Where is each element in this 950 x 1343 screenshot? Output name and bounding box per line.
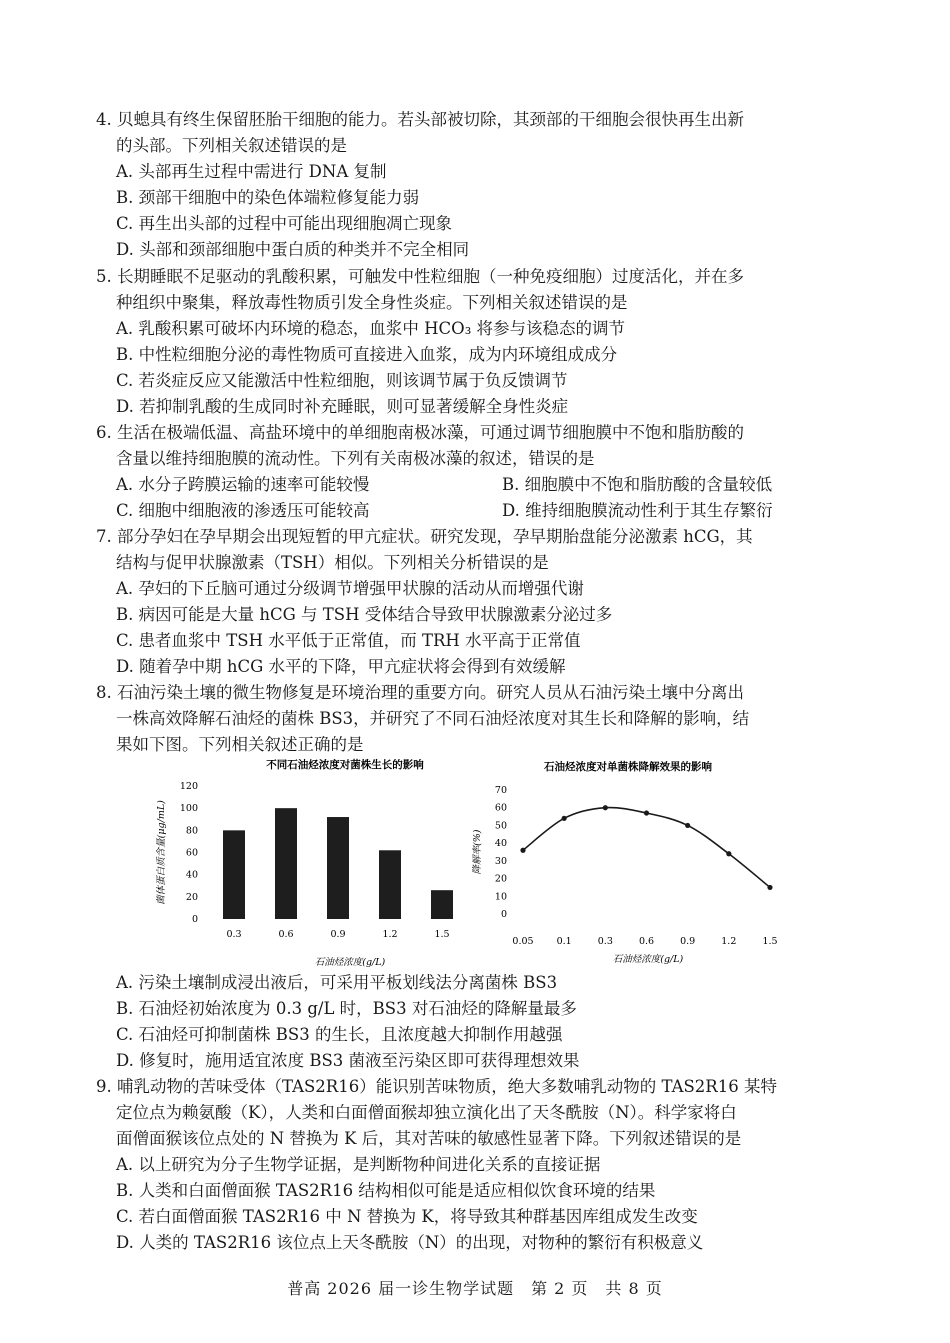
line-chart-point bbox=[603, 805, 608, 810]
bar-chart-ytick: 40 bbox=[185, 869, 198, 881]
line-chart-ytick: 20 bbox=[494, 873, 507, 885]
line-chart-ytick: 60 bbox=[494, 802, 507, 814]
question-7-stem-line: 7. 部分孕妇在孕早期会出现短暂的甲亢症状。研究发现，孕早期胎盘能分泌激素 hCG，其 bbox=[96, 527, 753, 546]
question-5-option-b: B. 中性粒细胞分泌的毒性物质可直接进入血浆，成为内环境组成成分 bbox=[116, 345, 618, 364]
question-7-option-d: D. 随着孕中期 hCG 水平的下降，甲亢症状将会得到有效缓解 bbox=[116, 657, 566, 676]
question-7-option-b: B. 病因可能是大量 hCG 与 TSH 受体结合导致甲状腺激素分泌过多 bbox=[116, 605, 613, 624]
growth-bar-chart-svg bbox=[150, 756, 480, 968]
bar-chart-ytick: 20 bbox=[185, 891, 198, 903]
bar-chart-ytick: 120 bbox=[179, 781, 198, 792]
bar-chart-xtick: 0.6 bbox=[278, 929, 294, 940]
question-6-option-a: A. 水分子跨膜运输的速率可能较慢 bbox=[116, 475, 370, 494]
question-4-option-a: A. 头部再生过程中需进行 DNA 复制 bbox=[116, 162, 387, 181]
question-5-option-d: D. 若抑制乳酸的生成同时补充睡眠，则可显著缓解全身性炎症 bbox=[116, 397, 569, 416]
bar-chart-xlabel: 石油烃浓度(g/L) bbox=[314, 957, 386, 968]
question-7 bbox=[96, 524, 866, 680]
bar-chart-xtick: 1.5 bbox=[434, 929, 450, 940]
line-chart-xtick: 0.6 bbox=[638, 936, 655, 947]
bar-chart-ylabel: 菌体蛋白质含量(μg/mL) bbox=[156, 800, 167, 905]
line-chart-xtick: 1.2 bbox=[721, 936, 737, 947]
bar-chart-xtick: 0.9 bbox=[330, 929, 346, 940]
question-9-stem-line: 定位点为赖氨酸（K），人类和白面僧面猴却独立演化出了天冬酰胺（N）。科学家将白 bbox=[116, 1103, 737, 1122]
line-chart-series-line bbox=[523, 808, 770, 888]
line-chart-ytick: 30 bbox=[494, 855, 507, 867]
question-8-option-c: C. 石油烃可抑制菌株 BS3 的生长，且浓度越大抑制作用越强 bbox=[116, 1025, 563, 1044]
bar-chart-ytick: 0 bbox=[191, 914, 198, 925]
line-chart-title: 石油烃浓度对单菌株降解效果的影响 bbox=[544, 761, 712, 773]
degradation-line-chart-svg bbox=[468, 758, 798, 968]
line-chart-point bbox=[685, 823, 690, 828]
question-5-option-a: A. 乳酸积累可破坏内环境的稳态，血浆中 HCO₃ 将参与该稳态的调节 bbox=[116, 319, 626, 338]
question-8-options bbox=[96, 970, 866, 1074]
line-chart-point bbox=[520, 848, 525, 853]
question-8-option-a: A. 污染土壤制成浸出液后，可采用平板划线法分离菌株 BS3 bbox=[116, 973, 558, 992]
question-4-option-b: B. 颈部干细胞中的染色体端粒修复能力弱 bbox=[116, 188, 420, 207]
line-chart-ytick: 10 bbox=[494, 891, 507, 903]
question-5-option-c: C. 若炎症反应又能激活中性粒细胞，则该调节属于负反馈调节 bbox=[116, 371, 568, 390]
bar-chart-xtick: 1.2 bbox=[382, 929, 398, 940]
question-8-option-b: B. 石油烃初始浓度为 0.3 g/L 时，BS3 对石油烃的降解量最多 bbox=[116, 999, 577, 1018]
question-9-stem-line: 9. 哺乳动物的苦味受体（TAS2R16）能识别苦味物质，绝大多数哺乳动物的 TAS2R16 某特 bbox=[96, 1077, 777, 1096]
question-4-stem-line: 的头部。下列相关叙述错误的是 bbox=[116, 136, 347, 155]
question-7-stem-line: 结构与促甲状腺激素（TSH）相似。下列相关分析错误的是 bbox=[116, 553, 549, 572]
question-8 bbox=[96, 680, 866, 758]
question-9-option-c: C. 若白面僧面猴 TAS2R16 中 N 替换为 K，将导致其种群基因库组成发生改变 bbox=[116, 1207, 698, 1226]
line-chart-ylabel: 降解率(%) bbox=[472, 829, 483, 875]
bar-chart-bar bbox=[379, 850, 401, 919]
question-4-stem-line: 4. 贝螅具有终生保留胚胎干细胞的能力。若头部被切除，其颈部的干细胞会很快再生出新 bbox=[96, 110, 744, 129]
question-5-stem-line: 5. 长期睡眠不足驱动的乳酸积累，可触发中性粒细胞（一种免疫细胞）过度活化，并在多 bbox=[96, 267, 744, 286]
bar-chart-ytick: 80 bbox=[185, 825, 198, 837]
question-4-option-c: C. 再生出头部的过程中可能出现细胞凋亡现象 bbox=[116, 214, 453, 233]
question-9-stem-line: 面僧面猴该位点处的 N 替换为 K 后，其对苦味的敏感性显著下降。下列叙述错误的是 bbox=[116, 1129, 742, 1148]
line-chart-xtick: 0.1 bbox=[556, 936, 572, 947]
bar-chart-bar bbox=[223, 830, 245, 919]
bar-chart-title: 不同石油烃浓度对菌株生长的影响 bbox=[266, 759, 424, 771]
line-chart-ytick: 70 bbox=[494, 785, 507, 796]
degradation-line-chart bbox=[468, 758, 798, 968]
question-6-option-b: B. 细胞膜中不饱和脂肪酸的含量较低 bbox=[502, 475, 773, 494]
question-8-stem-line: 8. 石油污染土壤的微生物修复是环境治理的重要方向。研究人员从石油污染土壤中分离出 bbox=[96, 683, 744, 702]
bar-chart-ytick: 100 bbox=[179, 803, 198, 815]
line-chart-point bbox=[644, 810, 649, 815]
question-6-options-row bbox=[96, 498, 866, 524]
question-6-options-row bbox=[96, 472, 866, 498]
line-chart-xtick: 0.9 bbox=[680, 936, 696, 947]
line-chart-xtick: 0.05 bbox=[512, 936, 534, 947]
line-chart-xlabel: 石油烃浓度(g/L) bbox=[612, 954, 684, 965]
question-8-stem-line: 果如下图。下列相关叙述正确的是 bbox=[116, 735, 364, 754]
question-9-option-d: D. 人类的 TAS2R16 该位点上天冬酰胺（N）的出现，对物种的繁衍有积极意义 bbox=[116, 1233, 704, 1252]
line-chart-xtick: 1.5 bbox=[762, 936, 778, 947]
question-6-stem-line: 含量以维持细胞膜的流动性。下列有关南极冰藻的叙述，错误的是 bbox=[116, 449, 595, 468]
line-chart-ytick: 40 bbox=[494, 838, 507, 850]
question-9 bbox=[96, 1074, 866, 1256]
bar-chart-bar bbox=[275, 808, 297, 919]
bar-chart-bar bbox=[431, 890, 453, 919]
question-6 bbox=[96, 420, 866, 524]
question-6-option-d: D. 维持细胞膜流动性利于其生存繁衍 bbox=[502, 501, 773, 520]
question-9-option-a: A. 以上研究为分子生物学证据，是判断物种间进化关系的直接证据 bbox=[116, 1155, 601, 1174]
question-8-option-d: D. 修复时，施用适宜浓度 BS3 菌液至污染区即可获得理想效果 bbox=[116, 1051, 580, 1070]
question-4 bbox=[96, 107, 866, 263]
question-6-stem-line: 6. 生活在极端低温、高盐环境中的单细胞南极冰藻，可通过调节细胞膜中不饱和脂肪酸的 bbox=[96, 423, 744, 442]
question-8-stem-line: 一株高效降解石油烃的菌株 BS3，并研究了不同石油烃浓度对其生长和降解的影响，结 bbox=[116, 709, 750, 728]
question-7-option-a: A. 孕妇的下丘脑可通过分级调节增强甲状腺的活动从而增强代谢 bbox=[116, 579, 584, 598]
line-chart-point bbox=[767, 885, 772, 890]
question-4-option-d: D. 头部和颈部细胞中蛋白质的种类并不完全相同 bbox=[116, 240, 470, 259]
question-7-option-c: C. 患者血浆中 TSH 水平低于正常值，而 TRH 水平高于正常值 bbox=[116, 631, 581, 650]
question-5 bbox=[96, 264, 866, 420]
line-chart-ytick: 50 bbox=[494, 820, 507, 832]
bar-chart-xtick: 0.3 bbox=[226, 929, 242, 940]
page-footer: 普高 2026 届一诊生物学试题 第 2 页 共 8 页 bbox=[287, 1279, 663, 1298]
bar-chart-bar bbox=[327, 817, 349, 919]
bar-chart-ytick: 60 bbox=[185, 847, 198, 859]
line-chart-point bbox=[726, 851, 731, 856]
line-chart-xtick: 0.3 bbox=[597, 936, 613, 947]
line-chart-ytick: 0 bbox=[500, 909, 507, 920]
growth-bar-chart bbox=[150, 756, 480, 968]
question-5-stem-line: 种组织中聚集，释放毒性物质引发全身性炎症。下列相关叙述错误的是 bbox=[116, 293, 628, 312]
question-6-option-c: C. 细胞中细胞液的渗透压可能较高 bbox=[116, 501, 370, 520]
question-9-option-b: B. 人类和白面僧面猴 TAS2R16 结构相似可能是适应相似饮食环境的结果 bbox=[116, 1181, 656, 1200]
line-chart-point bbox=[562, 816, 567, 821]
